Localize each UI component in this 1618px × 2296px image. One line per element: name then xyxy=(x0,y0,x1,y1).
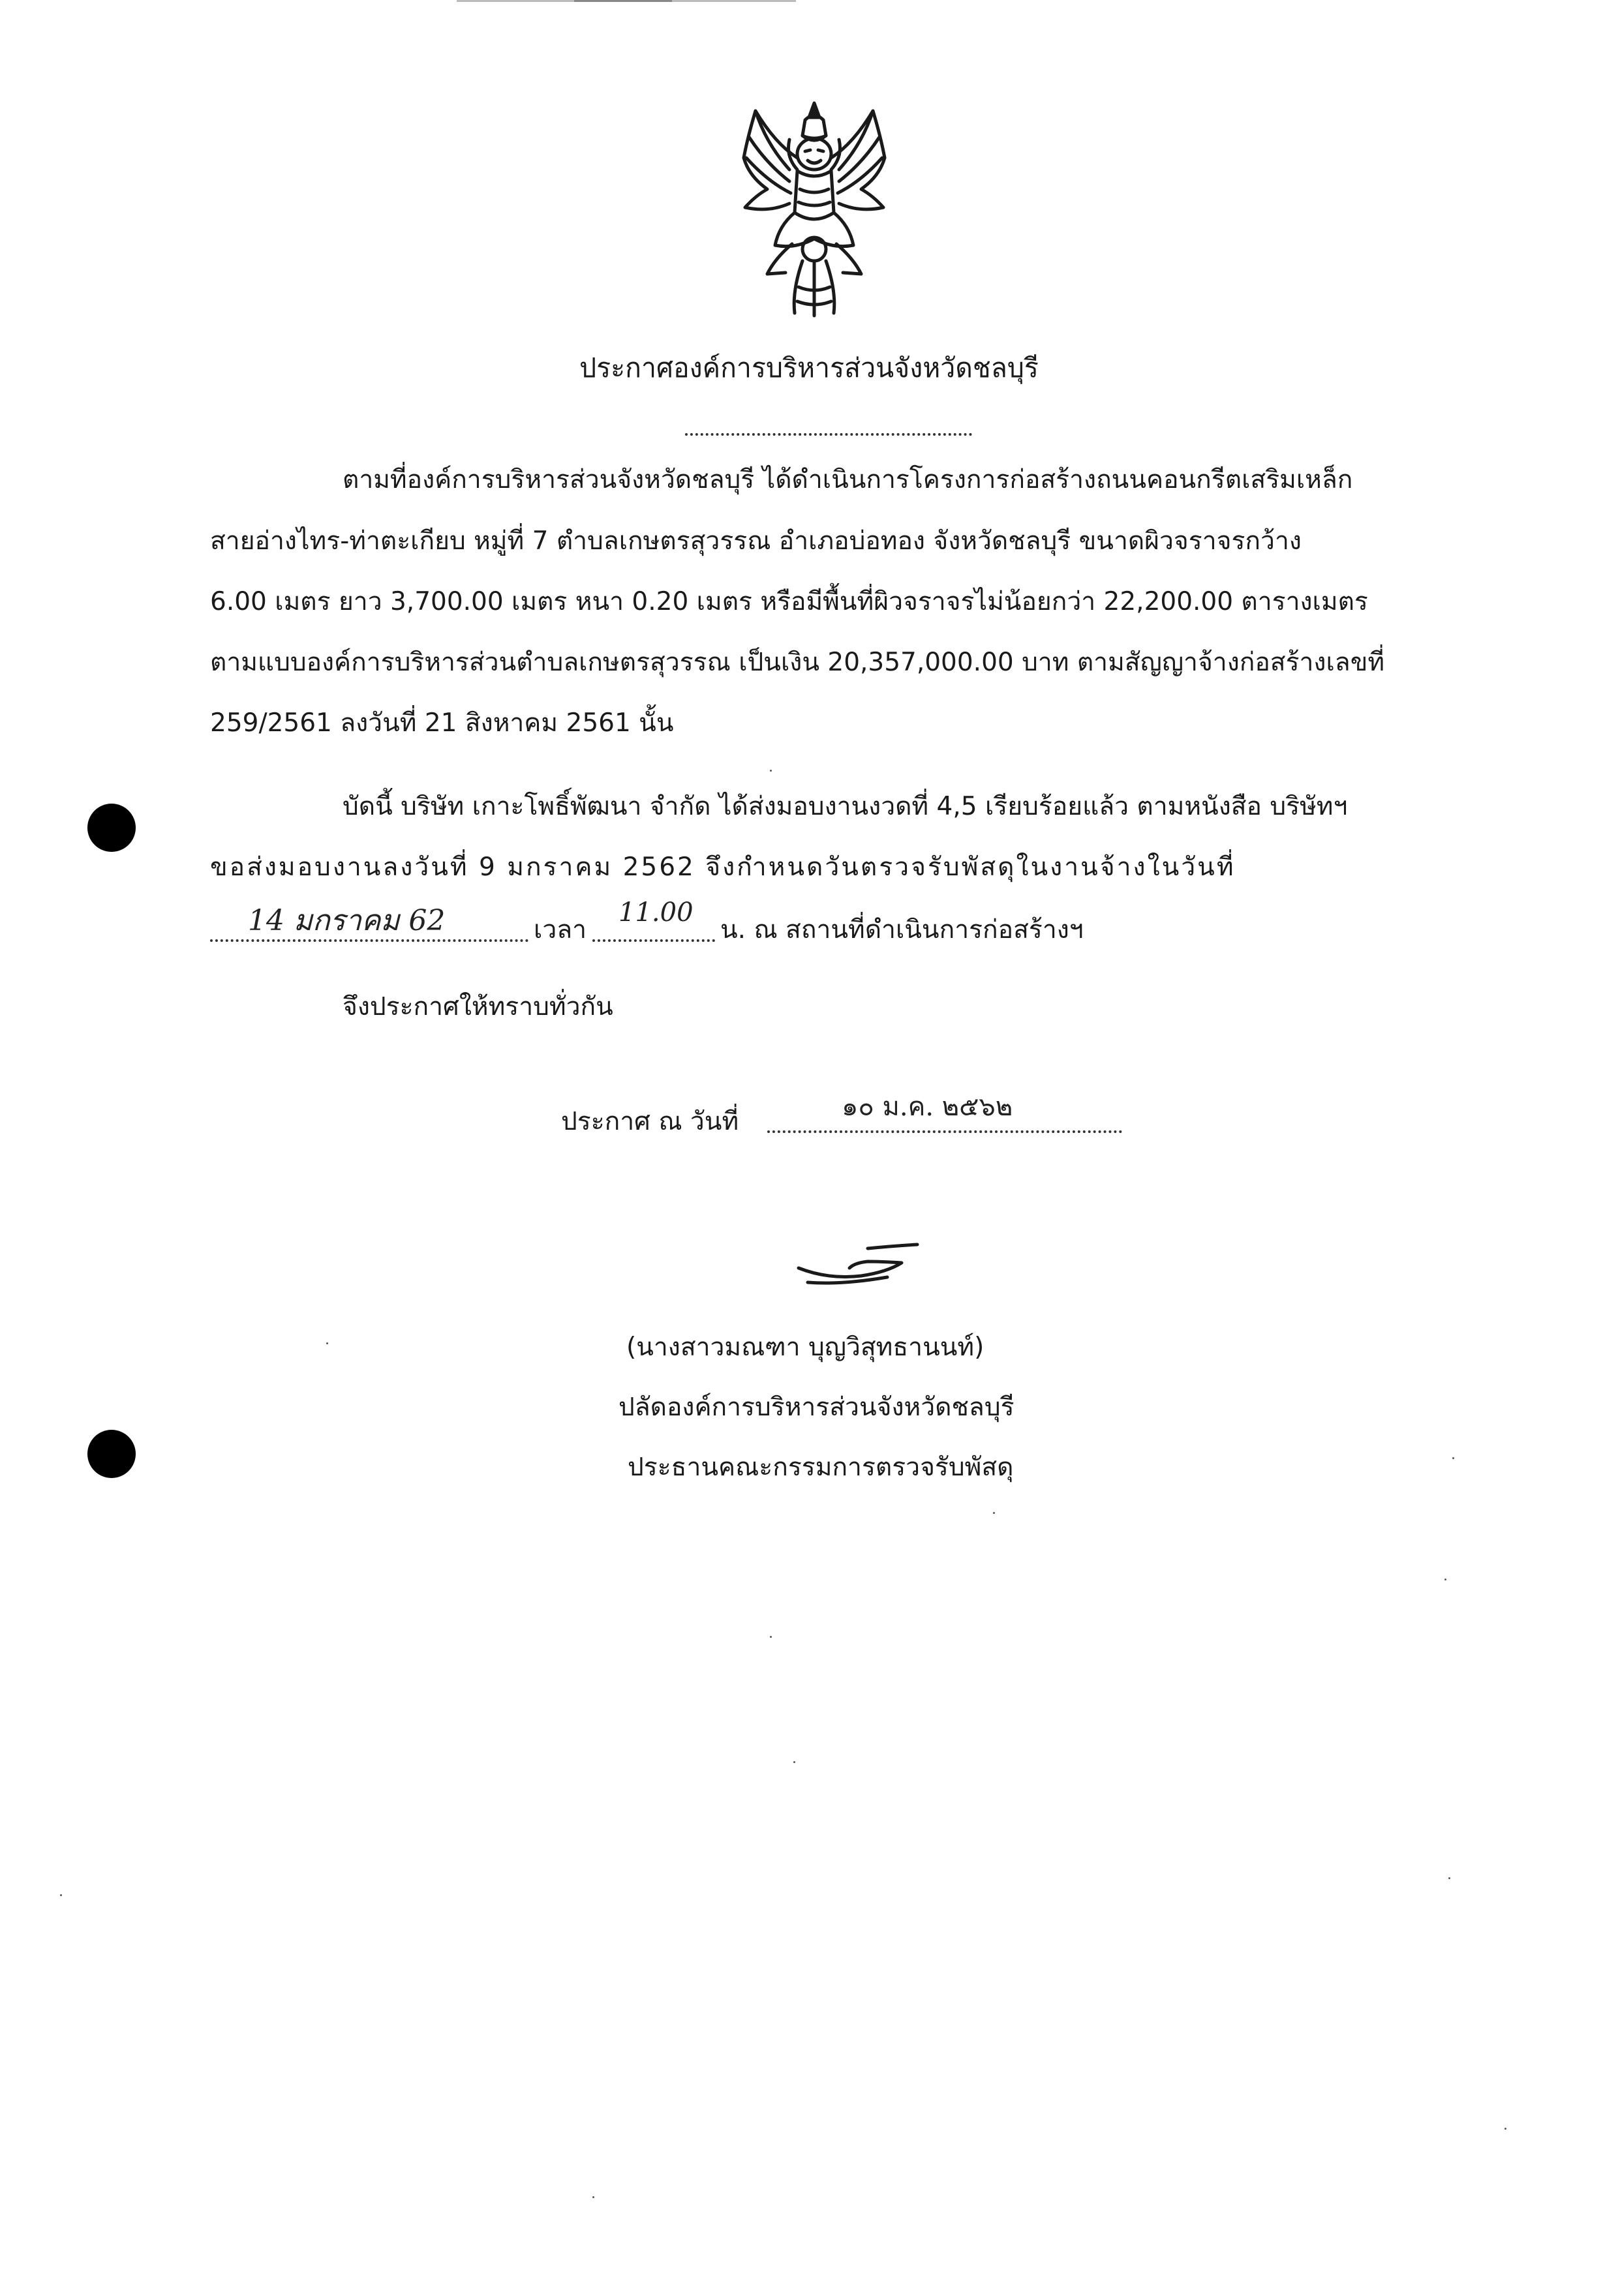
scan-speck xyxy=(326,1342,328,1344)
scan-speck xyxy=(1444,1578,1446,1580)
signer-position: ปลัดองค์การบริหารส่วนจังหวัดชลบุรี xyxy=(618,1393,1015,1422)
scan-speck xyxy=(1504,2128,1506,2130)
scan-speck xyxy=(1452,1457,1454,1459)
paragraph1-line4: ตามแบบองค์การบริหารส่วนตำบลเกษตรสุวรรณ เป็นเงิน 20,357,000.00 บาท ตามสัญญาจ้างก่อสร้างเลขที่ xyxy=(210,648,1385,677)
time-label: เวลา xyxy=(534,915,587,944)
paragraph1-line2: สายอ่างไทร-ท่าตะเกียบ หมู่ที่ 7 ตำบลเกษตรสุวรรณ อำเภอบ่อทอง จังหวัดชลบุรี ขนาดผิวจราจรกว้าง xyxy=(210,526,1302,556)
handwritten-inspection-date: 14 มกราคม 62 xyxy=(248,904,446,937)
paragraph1-line5: 259/2561 ลงวันที่ 21 สิงหาคม 2561 นั้น xyxy=(210,708,674,738)
announce-date-field xyxy=(767,1130,1122,1133)
paragraph1-line1: ตามที่องค์การบริหารส่วนจังหวัดชลบุรี ได้ดำเนินการโครงการก่อสร้างถนนคอนกรีตเสริมเหล็ก xyxy=(343,465,1353,494)
scan-edge-line xyxy=(574,0,672,2)
scan-speck xyxy=(770,1636,772,1638)
title-underline xyxy=(685,433,972,436)
scan-speck xyxy=(592,2196,594,2198)
punch-hole xyxy=(87,1430,136,1478)
inspection-time-field xyxy=(592,939,715,942)
closing-text: จึงประกาศให้ทราบทั่วกัน xyxy=(343,992,613,1021)
signer-name: (นางสาวมณฑา บุญวิสุทธานนท์) xyxy=(626,1333,985,1362)
handwritten-inspection-time: 11.00 xyxy=(618,898,694,928)
announce-date-label: ประกาศ ณ วันที่ xyxy=(561,1107,739,1136)
scan-speck xyxy=(1448,1877,1450,1879)
page-title: ประกาศองค์การบริหารส่วนจังหวัดชลบุรี xyxy=(579,352,1039,384)
paragraph2-line2: ขอส่งมอบงานลงวันที่ 9 มกราคม 2562 จึงกำหนดวันตรวจรับพัสดุในงานจ้างในวันที่ xyxy=(210,853,1236,882)
unit-and-place: น. ณ สถานที่ดำเนินการก่อสร้างฯ xyxy=(720,915,1084,944)
paragraph2-line1: บัดนี้ บริษัท เกาะโพธิ์พัฒนา จำกัด ได้ส่งมอบงานงวดที่ 4,5 เรียบร้อยแล้ว ตามหนังสือ บริษัทฯ xyxy=(343,792,1348,821)
signature-scribble xyxy=(789,1239,933,1298)
handwritten-announce-date: ๑๐ ม.ค. ๒๕๖๒ xyxy=(842,1092,1013,1122)
scan-speck xyxy=(993,1512,995,1514)
scan-speck xyxy=(60,1894,62,1896)
scan-speck xyxy=(770,770,772,772)
punch-hole xyxy=(87,804,136,852)
signer-committee-role: ประธานคณะกรรมการตรวจรับพัสดุ xyxy=(628,1453,1014,1482)
scan-speck xyxy=(793,1761,795,1763)
garuda-emblem-icon xyxy=(729,98,899,320)
paragraph1-line3: 6.00 เมตร ยาว 3,700.00 เมตร หนา 0.20 เมตร หรือมีพื้นที่ผิวจราจรไม่น้อยกว่า 22,200.00 ตารางเมตร xyxy=(210,587,1368,616)
